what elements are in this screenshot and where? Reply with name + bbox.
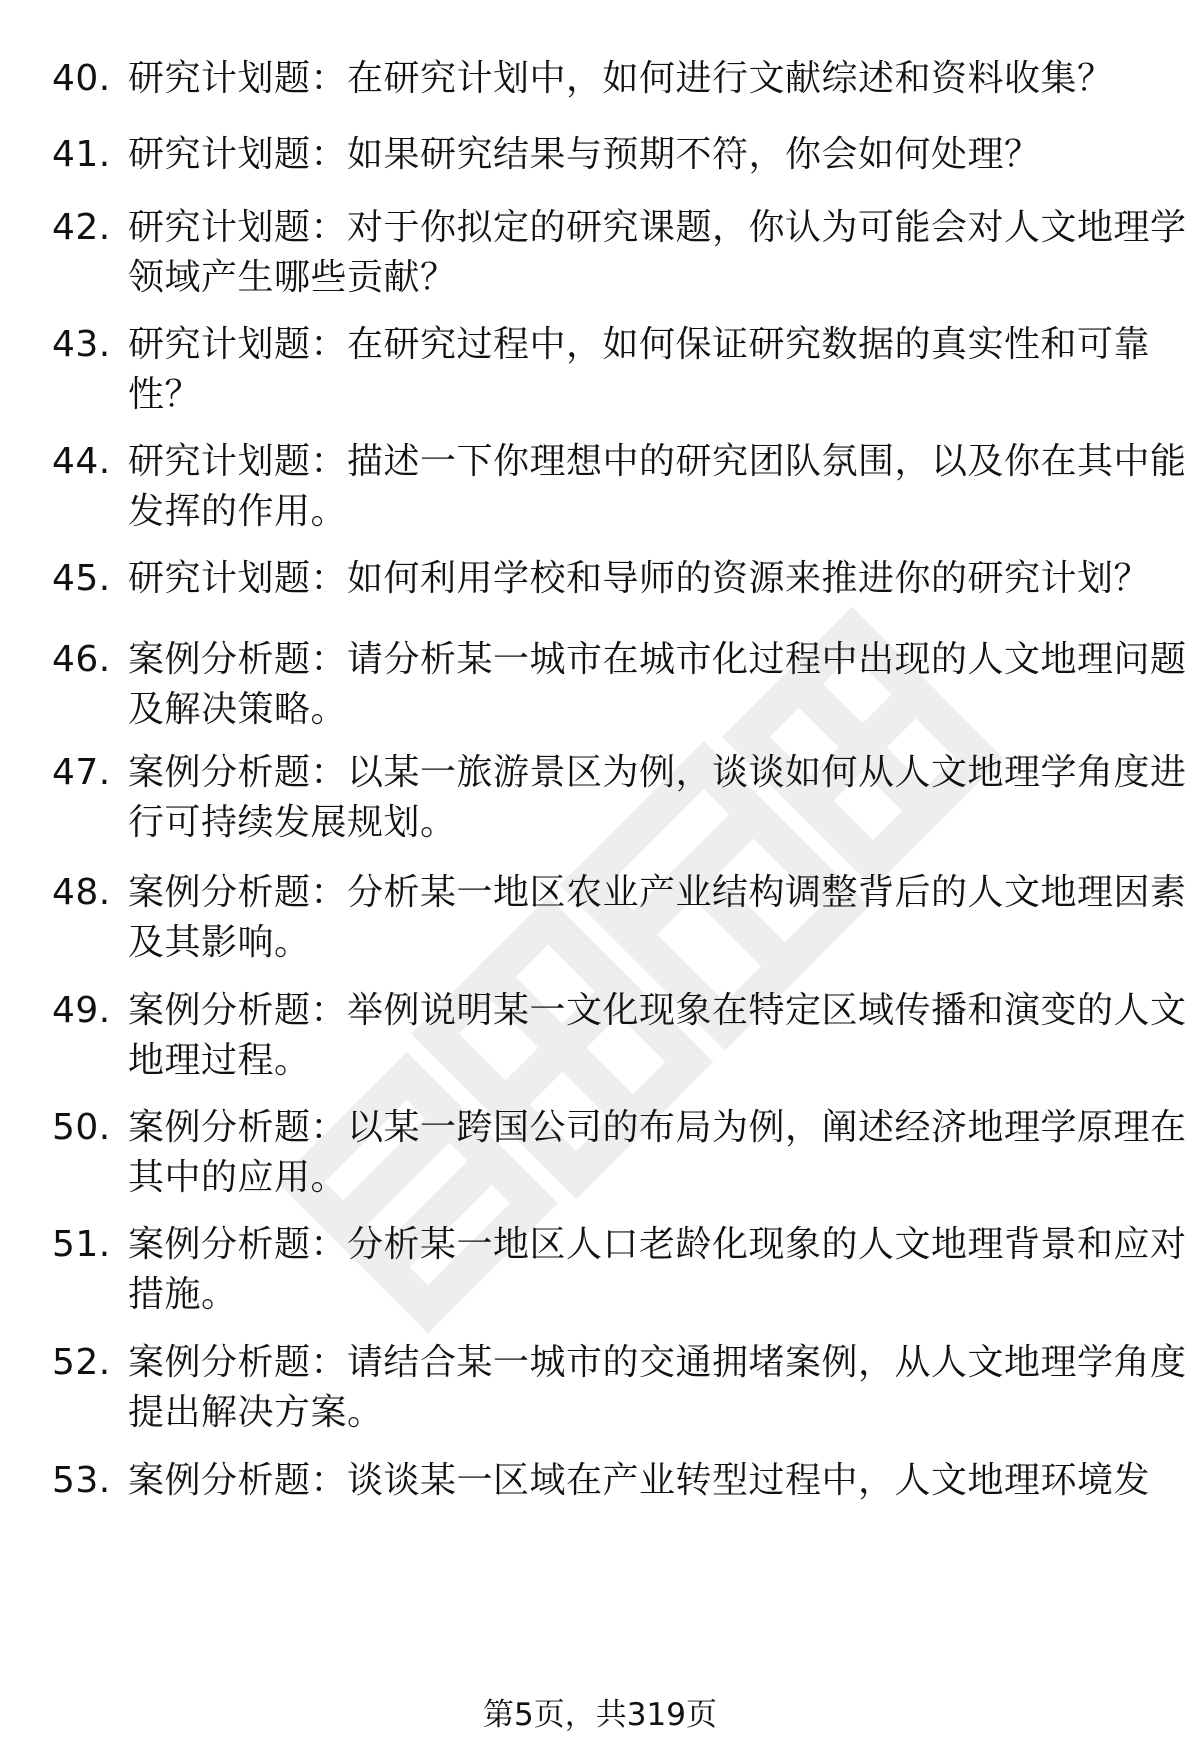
- question-number: 52.: [52, 1342, 111, 1383]
- question-text: 案例分析题：以某一跨国公司的布局为例，阐述经济地理学原理在其中的应用。: [128, 1107, 1187, 1198]
- question-text: 案例分析题：分析某一地区农业产业结构调整背后的人文地理因素及其影响。: [128, 872, 1187, 963]
- page-footer: [0, 1695, 1200, 1735]
- question-text: 案例分析题：分析某一地区人口老龄化现象的人文地理背景和应对措施。: [128, 1224, 1187, 1315]
- question-number: 53.: [52, 1460, 111, 1501]
- question-number: 43.: [52, 324, 111, 365]
- question-text: 案例分析题：请结合某一城市的交通拥堵案例，从人文地理学角度提出解决方案。: [128, 1342, 1187, 1433]
- question-text: 研究计划题：对于你拟定的研究课题，你认为可能会对人文地理学领域产生哪些贡献？: [128, 207, 1187, 298]
- question-number: 40.: [52, 58, 111, 99]
- question-text: 案例分析题：举例说明某一文化现象在特定区域传播和演变的人文地理过程。: [128, 990, 1187, 1081]
- question-text: 研究计划题：在研究过程中，如何保证研究数据的真实性和可靠性？: [128, 324, 1151, 415]
- question-text: 案例分析题：请分析某一城市在城市化过程中出现的人文地理问题及解决策略。: [128, 639, 1187, 730]
- question-text: 研究计划题：如果研究结果与预期不符，你会如何处理？: [128, 134, 1041, 175]
- question-number: 50.: [52, 1107, 111, 1148]
- question-number: 44.: [52, 441, 111, 482]
- question-number: 42.: [52, 207, 111, 248]
- question-number: 51.: [52, 1224, 111, 1265]
- page-number-label: 第5页，共319页: [483, 1697, 717, 1733]
- question-text: 案例分析题：谈谈某一区域在产业转型过程中，人文地理环境发: [128, 1460, 1151, 1501]
- question-number: 49.: [52, 990, 111, 1031]
- question-text: 研究计划题：在研究计划中，如何进行文献综述和资料收集？: [128, 58, 1114, 99]
- question-number: 47.: [52, 752, 111, 793]
- question-text: 研究计划题：如何利用学校和导师的资源来推进你的研究计划？: [128, 558, 1151, 599]
- question-number: 41.: [52, 134, 111, 175]
- question-number: 46.: [52, 639, 111, 680]
- question-text: 案例分析题：以某一旅游景区为例，谈谈如何从人文地理学角度进行可持续发展规划。: [128, 752, 1187, 843]
- question-number: 48.: [52, 872, 111, 913]
- question-text: 研究计划题：描述一下你理想中的研究团队氛围，以及你在其中能发挥的作用。: [128, 441, 1187, 532]
- question-number: 45.: [52, 558, 111, 599]
